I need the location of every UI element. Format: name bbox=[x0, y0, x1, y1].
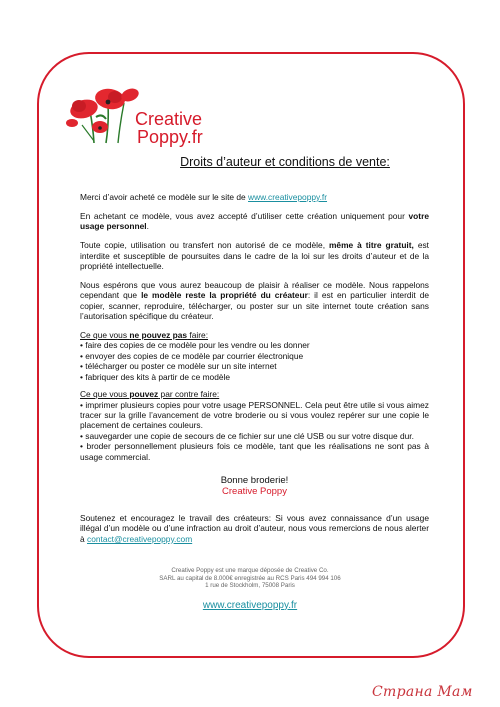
footer-line: SARL au capital de 8.000€ enregistrée au RCS Paris 494 994 106 bbox=[159, 574, 341, 582]
cannot-do-heading: Ce que vous ne pouvez pas faire: bbox=[80, 330, 209, 341]
logo-line1: Creative bbox=[135, 109, 203, 129]
list-item: • fabriquer des kits à partir de ce modèle bbox=[80, 372, 429, 382]
logo-wordmark bbox=[135, 110, 203, 146]
closing-line: Bonne broderie! bbox=[220, 474, 289, 486]
copy-prohibition-paragraph: Toute copie, utilisation ou transfert non autorisé de ce modèle, même à titre gratuit, est interdite et susceptible de poursuites dans le cadre de la loi sur les droits d’auteur et de la propriété intellectuelle. bbox=[80, 240, 429, 272]
watermark: Страна Мам bbox=[372, 684, 473, 700]
intro-paragraph: Merci d’avoir acheté ce modèle sur le site de www.creativepoppy.fr bbox=[80, 192, 328, 202]
list-item: • télécharger ou poster ce modèle sur un site internet bbox=[80, 361, 429, 371]
closing-signature bbox=[80, 475, 429, 497]
list-item: • broder personnellement plusieurs fois ce modèle, tant que les réalisations ne sont pas à usage commercial. bbox=[80, 441, 429, 462]
list-item: • envoyer des copies de ce modèle par courrier électronique bbox=[80, 351, 429, 361]
footer bbox=[0, 567, 500, 612]
support-paragraph: Soutenez et encouragez le travail des créateurs: Si vous avez connaissance d’un usage illégal d’un modèle ou d’une infraction au droit d’auteur, nous vous remercions de nous alerter à contact@creativepoppy.com bbox=[80, 512, 429, 544]
site-link[interactable]: www.creativepoppy.fr bbox=[248, 192, 328, 202]
page-title: Droits d’auteur et conditions de vente: bbox=[180, 155, 390, 169]
list-item: • imprimer plusieurs copies pour votre usage PERSONNEL. Cela peut être utile si vous aimez tracer sur la grille l’avancement de votre broderie ou si vous voulez repérer sur une copie le placement de certaines couleurs. bbox=[80, 400, 429, 431]
document-body bbox=[80, 192, 429, 553]
list-item: • faire des copies de ce modèle pour les vendre ou les donner bbox=[80, 340, 429, 350]
list-item: • sauvegarder une copie de secours de ce fichier sur une clé USB ou sur votre disque dur. bbox=[80, 431, 429, 441]
personal-use-paragraph: En achetant ce modèle, vous avez accepté d’utiliser cette création uniquement pour votre usage personnel. bbox=[80, 210, 429, 232]
ownership-paragraph: Nous espérons que vous aurez beaucoup de plaisir à réaliser ce modèle. Nous rappelons cependant que le modèle reste la propriété du créateur: il est en particulier interdit de copier, scanner, reproduire, télécharger, ou poster sur un site internet toute création sans l’autorisation spécifique du créateur. bbox=[80, 279, 430, 322]
footer-line: 1 rue de Stockholm, 75008 Paris bbox=[205, 582, 295, 590]
logo-line2: Poppy.fr bbox=[137, 127, 203, 147]
can-do-list bbox=[80, 400, 429, 462]
can-do-heading: Ce que vous pouvez par contre faire: bbox=[80, 389, 220, 400]
closing-brand: Creative Poppy bbox=[222, 485, 287, 497]
cannot-do-list bbox=[80, 340, 429, 382]
footer-site-link[interactable]: www.creativepoppy.fr bbox=[202, 599, 298, 611]
contact-email-link[interactable]: contact@creativepoppy.com bbox=[87, 533, 193, 544]
footer-line: Creative Poppy est une marque déposée de Creative Co. bbox=[171, 567, 329, 574]
